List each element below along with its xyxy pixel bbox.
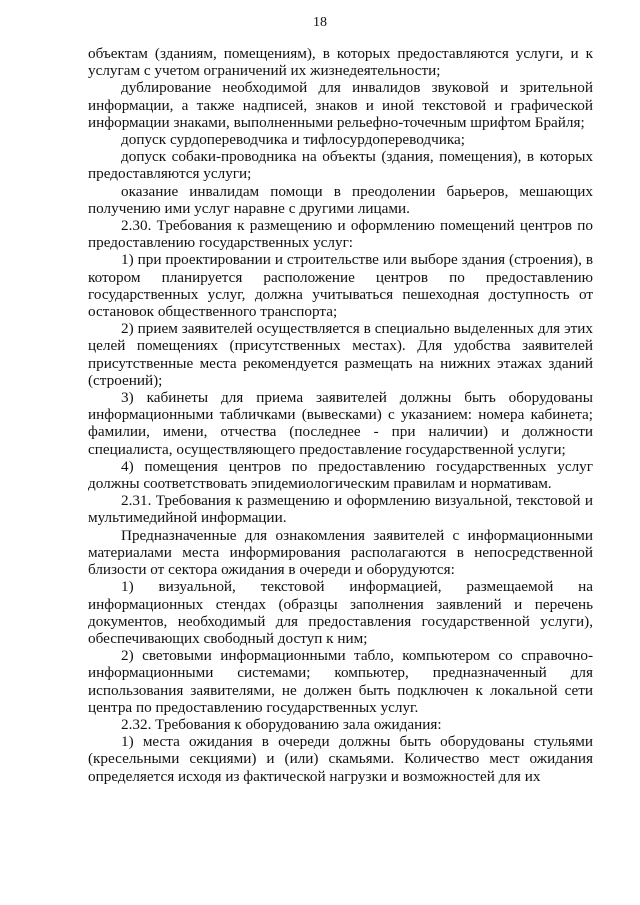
- list-item-2-30-3: 3) кабинеты для приема заявителей должны быть оборудованы информационными табличками (вывесками) с указанием: номера кабинета; фамилии, имени, отчества (последнее - при наличии) и должности специалиста, осуществляющего предоставление государственной услуги;: [88, 389, 593, 458]
- paragraph-barrier-assistance: оказание инвалидам помощи в преодолении барьеров, мешающих получению ими услуг наравне с другими лицами.: [88, 182, 593, 217]
- paragraph-guide-dog: допуск собаки-проводника на объекты (здания, помещения), в которых предоставляются услуги;: [88, 148, 593, 183]
- document-body: [88, 45, 593, 785]
- section-heading-2-31: 2.31. Требования к размещению и оформлению визуальной, текстовой и мультимедийной информации.: [88, 492, 593, 527]
- paragraph-sign-interpreter: допуск сурдопереводчика и тифлосурдопереводчика;: [121, 131, 465, 149]
- paragraph-braille-duplication: дублирование необходимой для инвалидов звуковой и зрительной информации, а также надписей, знаков и иной текстовой и графической информации знаками, выполненными рельефно-точечным шрифтом Брайля;: [88, 79, 593, 131]
- list-item-2-30-4: 4) помещения центров по предоставлению государственных услуг должны соответствовать эпидемиологическим правилам и нормативам.: [88, 457, 593, 493]
- page-number: 18: [313, 15, 327, 30]
- paragraph-continuation: объектам (зданиям, помещениям), в которых предоставляются услуги, и к услугам с учетом ограничений их жизнедеятельности;: [88, 45, 593, 80]
- list-item-2-30-1: 1) при проектировании и строительстве или выборе здания (строения), в котором планируется расположение центров по предоставлению государственных услуг, должна учитываться пешеходная доступность от остановок общественного транспорта;: [88, 251, 593, 321]
- list-item-2-32-1: 1) места ожидания в очереди должны быть оборудованы стульями (кресельными секциями) и (или) скамьями. Количество мест ожидания определяется исходя из фактической нагрузки и возможностей для их: [88, 733, 593, 785]
- list-item-2-30-2: 2) прием заявителей осуществляется в специально выделенных для этих целей помещениях (присутственных местах). Для удобства заявителей присутственные места рекомендуется размещать на нижних этажах зданий (строений);: [88, 320, 593, 389]
- list-item-2-31-1: 1) визуальной, текстовой информацией, размещаемой на информационных стендах (образцы заполнения заявлений и перечень документов, необходимый для предоставления государственной услуги), обеспечивающих свободный доступ к ним;: [88, 578, 593, 647]
- paragraph-information-places: Предназначенные для ознакомления заявителей с информационными материалами места информирования располагаются в непосредственной близости от сектора ожидания в очереди и оборудуются:: [88, 526, 593, 579]
- section-heading-2-30: 2.30. Требования к размещению и оформлению помещений центров по предоставлению государственных услуг:: [88, 217, 593, 252]
- list-item-2-31-2: 2) световыми информационными табло, компьютером со справочно-информационными системами; компьютер, предназначенный для использования заявителями, не должен быть подключен к локальной сети центра по предоставлению государственных услуг.: [88, 647, 593, 716]
- section-heading-2-32: 2.32. Требования к оборудованию зала ожидания:: [121, 715, 442, 733]
